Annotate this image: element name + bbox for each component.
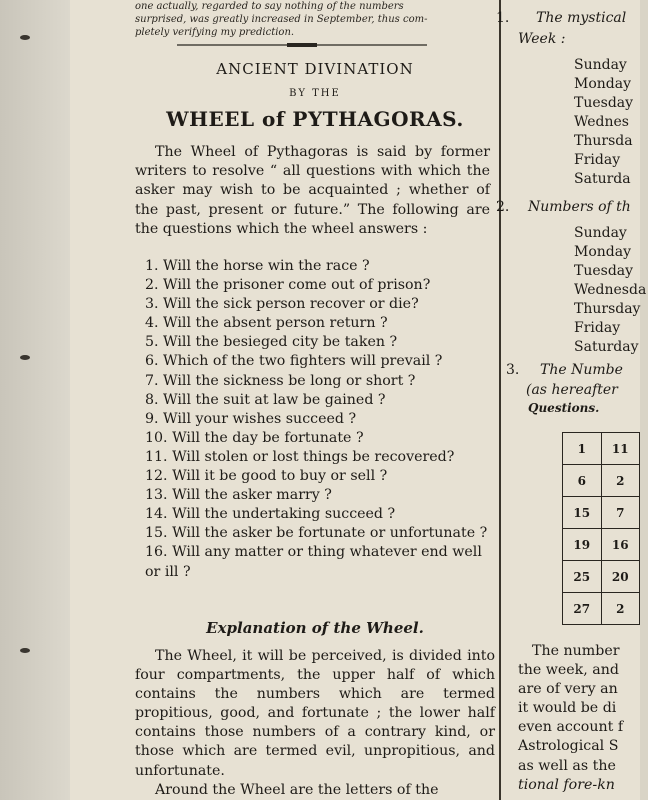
body-line: even account f	[518, 719, 624, 736]
number-grid	[562, 432, 640, 625]
explanation-tail: Around the Wheel are the letters of the	[155, 781, 439, 798]
intro-paragraph: The Wheel of Pythagoras is said by former writers to resolve “ all questions with which the asker may wish to be acquainted ; whether of the past, present or future.” The following are the questions which the wheel answers :	[135, 144, 490, 237]
weekday: Thursda	[574, 133, 633, 149]
question-item: 2. Will the prisoner come out of prison?	[145, 277, 431, 294]
grid-cell: 7	[601, 497, 640, 529]
weekday: Monday	[574, 244, 631, 260]
weekday: Saturday	[574, 339, 639, 355]
grid-cell: 16	[601, 529, 640, 561]
grid-row	[563, 529, 640, 561]
question-item: 1. Will the horse win the race ?	[145, 258, 370, 274]
right-column	[496, 0, 647, 800]
fragment-line: surprised, was greatly increased in September, thus com-	[135, 14, 428, 25]
body-line: it would be di	[518, 700, 617, 717]
grid-row	[563, 593, 640, 625]
grid-cell: 20	[601, 561, 640, 593]
question-item: 9. Will your wishes succeed ?	[145, 410, 357, 427]
weekday: Thursday	[574, 301, 641, 317]
article-headline: WHEEL of PYTHAGORAS.	[166, 107, 464, 131]
article-kicker: ANCIENT DIVINATION	[216, 60, 414, 78]
weekday: Monday	[574, 76, 631, 92]
grid-cell: 25	[563, 561, 602, 593]
question-item: 10. Will the day be fortunate ?	[145, 429, 364, 446]
section-number: 1.	[496, 10, 510, 26]
explanation-subhead: Explanation of the Wheel.	[206, 619, 424, 637]
body-line: Astrological S	[518, 738, 619, 755]
section-number: 3.	[506, 362, 520, 378]
question-item: 14. Will the undertaking succeed ?	[145, 506, 396, 523]
question-item: 8. Will the suit at law be gained ?	[145, 391, 386, 408]
section-number: 2.	[496, 199, 510, 215]
grid-cell: 11	[601, 433, 640, 465]
body-line: as well as the	[518, 757, 616, 774]
ornamental-rule	[177, 42, 427, 48]
body-line: the week, and	[518, 662, 619, 679]
binding-hole	[20, 355, 30, 360]
weekday: Sunday	[574, 57, 627, 73]
weekday: Friday	[574, 320, 621, 336]
body-line: The number	[532, 643, 620, 659]
fragment-line: pletely verifying my prediction.	[135, 27, 295, 38]
body-line: are of very an	[518, 681, 618, 698]
section-heading: The Numbe	[540, 362, 623, 378]
right-body-text	[518, 642, 648, 795]
question-item: 15. Will the asker be fortunate or unfortunate ?	[145, 525, 488, 542]
question-item: 13. Will the asker marry ?	[145, 487, 332, 504]
weekday: Friday	[574, 152, 621, 168]
section-heading-cont: Questions.	[528, 401, 600, 415]
explanation-paragraph	[135, 647, 495, 800]
section-heading: The mystical	[536, 10, 627, 26]
grid-row	[563, 561, 640, 593]
body-line: tional fore-kn	[518, 776, 615, 793]
grid-row	[563, 433, 640, 465]
question-item: 3. Will the sick person recover or die?	[145, 296, 419, 313]
grid-cell: 19	[563, 529, 602, 561]
binding-hole	[20, 35, 30, 40]
grid-cell: 15	[563, 497, 602, 529]
question-list	[145, 257, 490, 582]
explanation-text: The Wheel, it will be perceived, is divided into four compartments, the upper half of which contains the numbers which are termed propitious, good, and fortunate ; the lower half contains those numbers of a contrary kind, or those which are termed evil, unpropitious, and unfortunate.	[135, 648, 495, 779]
weekday: Tuesday	[574, 263, 634, 279]
weekday: Saturda	[574, 171, 631, 187]
weekday: Wednes	[574, 114, 629, 130]
previous-article-fragment	[135, 0, 495, 39]
section-heading-cont: Week :	[518, 31, 566, 47]
question-item: 6. Which of the two fighters will prevail ?	[145, 353, 443, 370]
page-margin	[0, 0, 70, 800]
section-heading-cont: (as hereafter	[526, 382, 618, 398]
question-item: 16. Will any matter or thing whatever end well or ill ?	[145, 544, 482, 580]
left-column	[135, 0, 495, 800]
grid-cell: 6	[563, 465, 602, 497]
section-heading: Numbers of th	[528, 199, 631, 215]
grid-row	[563, 465, 640, 497]
grid-cell: 2	[601, 593, 640, 625]
question-item: 7. Will the sickness be long or short ?	[145, 372, 416, 389]
question-item: 11. Will stolen or lost things be recovered?	[145, 448, 455, 465]
column-rule	[499, 0, 501, 800]
grid-row	[563, 497, 640, 529]
fragment-line: one actually, regarded to say nothing of the numbers	[135, 1, 404, 12]
grid-cell: 1	[563, 433, 602, 465]
grid-cell: 2	[601, 465, 640, 497]
question-item: 4. Will the absent person return ?	[145, 315, 388, 332]
question-item: 12. Will it be good to buy or sell ?	[145, 468, 388, 485]
weekday: Sunday	[574, 225, 627, 241]
weekday: Tuesday	[574, 95, 634, 111]
grid-cell: 27	[563, 593, 602, 625]
article-by-the: BY THE	[289, 88, 341, 99]
binding-hole	[20, 648, 30, 653]
weekday: Wednesda	[574, 282, 647, 298]
question-item: 5. Will the besieged city be taken ?	[145, 334, 398, 351]
